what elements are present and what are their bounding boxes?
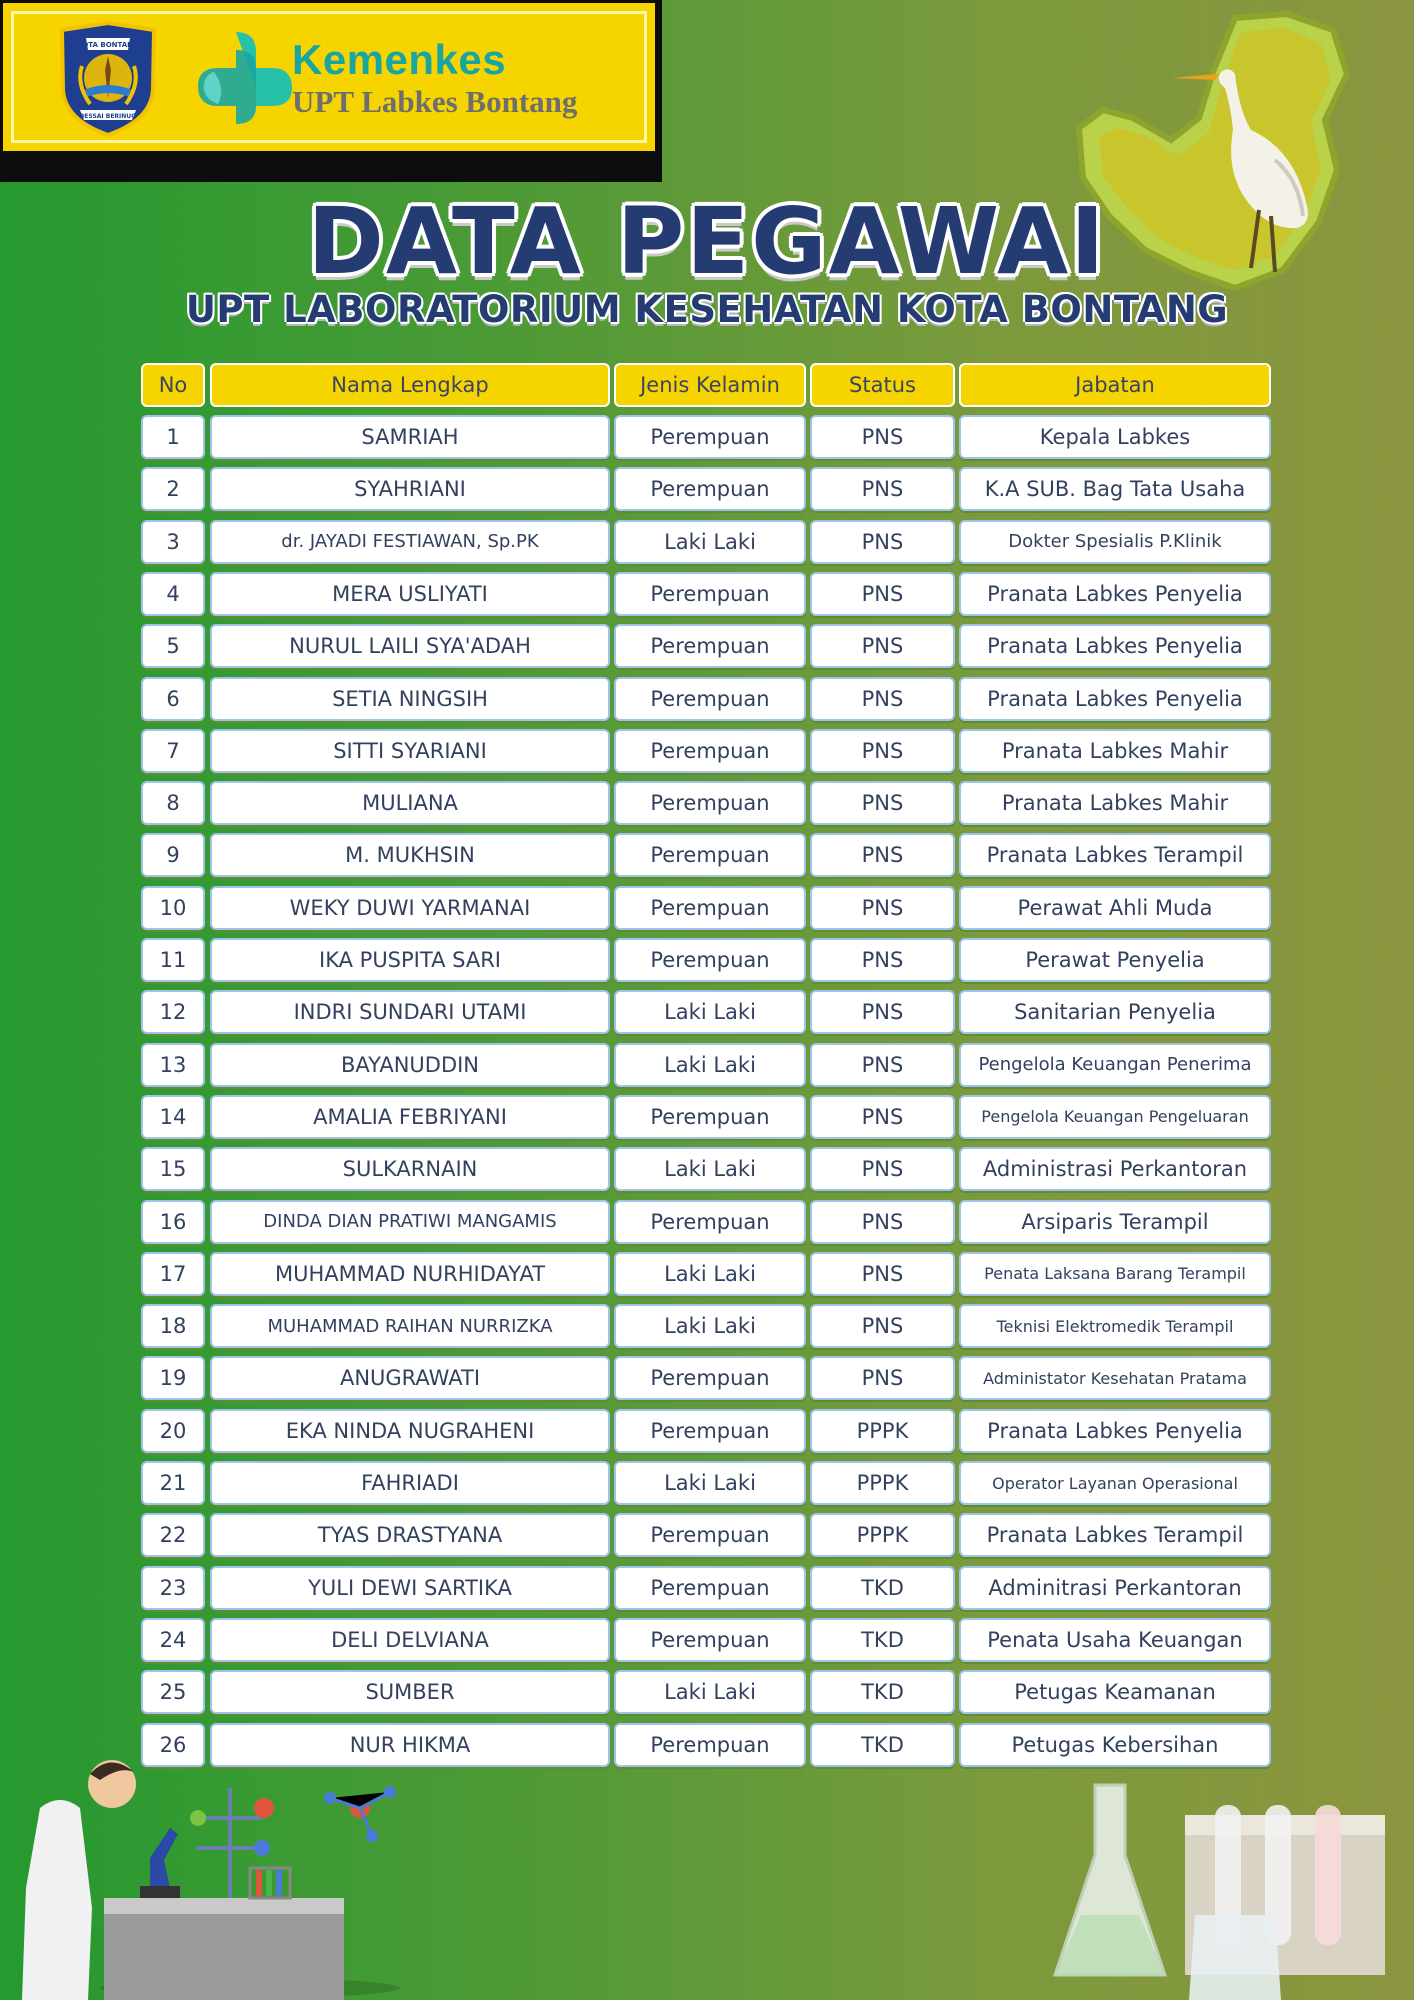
cell-status: PPPK (810, 1409, 955, 1453)
cell-jabatan: K.A SUB. Bag Tata Usaha (959, 467, 1271, 511)
cell-status: PNS (810, 624, 955, 668)
table-row (141, 1618, 1271, 1662)
cell-no: 2 (141, 467, 205, 511)
table-row (141, 1409, 1271, 1453)
cell-nama: ANUGRAWATI (210, 1356, 610, 1400)
cell-jabatan: Penata Laksana Barang Terampil (959, 1252, 1271, 1296)
table-row (141, 1461, 1271, 1505)
cell-nama: INDRI SUNDARI UTAMI (210, 990, 610, 1034)
table-row (141, 1356, 1271, 1400)
cell-jenis-kelamin: Perempuan (614, 1409, 806, 1453)
cell-jabatan: Pengelola Keuangan Penerima (959, 1043, 1271, 1087)
cell-jenis-kelamin: Perempuan (614, 833, 806, 877)
table-row (141, 1200, 1271, 1244)
cell-no: 5 (141, 624, 205, 668)
cell-status: PNS (810, 572, 955, 616)
cell-nama: SYAHRIANI (210, 467, 610, 511)
cell-jabatan: Pranata Labkes Penyelia (959, 1409, 1271, 1453)
cell-no: 10 (141, 886, 205, 930)
cell-nama: TYAS DRASTYANA (210, 1513, 610, 1557)
cell-nama: MUHAMMAD NURHIDAYAT (210, 1252, 610, 1296)
table-row (141, 415, 1271, 459)
cell-status: PNS (810, 1200, 955, 1244)
cell-jabatan: Adminitrasi Perkantoran (959, 1566, 1271, 1610)
cell-jenis-kelamin: Perempuan (614, 1095, 806, 1139)
table-row (141, 729, 1271, 773)
lab-glassware-icon (1045, 1775, 1414, 2000)
cell-no: 18 (141, 1304, 205, 1348)
table-header-row (141, 363, 1271, 407)
cell-jabatan: Pranata Labkes Mahir (959, 729, 1271, 773)
cell-jenis-kelamin: Perempuan (614, 467, 806, 511)
table-row (141, 781, 1271, 825)
table-row (141, 624, 1271, 668)
cell-status: PPPK (810, 1513, 955, 1557)
table-row (141, 677, 1271, 721)
cell-status: PNS (810, 1043, 955, 1087)
cell-nama: SULKARNAIN (210, 1147, 610, 1191)
cell-nama: AMALIA FEBRIYANI (210, 1095, 610, 1139)
cell-status: PNS (810, 781, 955, 825)
cell-status: TKD (810, 1670, 955, 1714)
header-nama: Nama Lengkap (210, 363, 610, 407)
table-row (141, 1147, 1271, 1191)
cell-status: PNS (810, 886, 955, 930)
cell-jenis-kelamin: Laki Laki (614, 520, 806, 564)
cell-no: 19 (141, 1356, 205, 1400)
cell-status: TKD (810, 1618, 955, 1662)
cell-nama: dr. JAYADI FESTIAWAN, Sp.PK (210, 520, 610, 564)
cell-status: PPPK (810, 1461, 955, 1505)
cell-no: 13 (141, 1043, 205, 1087)
table-row (141, 1566, 1271, 1610)
cell-jabatan: Petugas Kebersihan (959, 1723, 1271, 1767)
cell-jabatan: Perawat Ahli Muda (959, 886, 1271, 930)
cell-jenis-kelamin: Laki Laki (614, 1304, 806, 1348)
cell-no: 11 (141, 938, 205, 982)
cell-nama: SITTI SYARIANI (210, 729, 610, 773)
cell-no: 20 (141, 1409, 205, 1453)
cell-no: 24 (141, 1618, 205, 1662)
table-row (141, 833, 1271, 877)
cell-nama: M. MUKHSIN (210, 833, 610, 877)
cell-jabatan: Perawat Penyelia (959, 938, 1271, 982)
cell-status: PNS (810, 1095, 955, 1139)
table-row (141, 1043, 1271, 1087)
cell-jenis-kelamin: Laki Laki (614, 1461, 806, 1505)
cell-jenis-kelamin: Perempuan (614, 938, 806, 982)
cell-jenis-kelamin: Perempuan (614, 1356, 806, 1400)
cell-no: 6 (141, 677, 205, 721)
cell-nama: NURUL LAILI SYA'ADAH (210, 624, 610, 668)
cell-jabatan: Pranata Labkes Mahir (959, 781, 1271, 825)
cell-jabatan: Pranata Labkes Terampil (959, 833, 1271, 877)
cell-status: PNS (810, 1356, 955, 1400)
cell-jenis-kelamin: Perempuan (614, 415, 806, 459)
cell-no: 22 (141, 1513, 205, 1557)
cell-status: PNS (810, 467, 955, 511)
table-row (141, 1304, 1271, 1348)
cell-no: 12 (141, 990, 205, 1034)
cell-no: 4 (141, 572, 205, 616)
cell-jabatan: Penata Usaha Keuangan (959, 1618, 1271, 1662)
cell-status: PNS (810, 1252, 955, 1296)
cell-status: TKD (810, 1566, 955, 1610)
cell-jabatan: Arsiparis Terampil (959, 1200, 1271, 1244)
cell-nama: DELI DELVIANA (210, 1618, 610, 1662)
cell-jenis-kelamin: Laki Laki (614, 1252, 806, 1296)
cell-nama: EKA NINDA NUGRAHENI (210, 1409, 610, 1453)
cell-status: PNS (810, 938, 955, 982)
cell-nama: YULI DEWI SARTIKA (210, 1566, 610, 1610)
cell-no: 3 (141, 520, 205, 564)
cell-jabatan: Kepala Labkes (959, 415, 1271, 459)
kemenkes-logo-icon (196, 28, 296, 128)
cell-no: 26 (141, 1723, 205, 1767)
cell-jenis-kelamin: Perempuan (614, 1618, 806, 1662)
cell-status: PNS (810, 1304, 955, 1348)
cell-jenis-kelamin: Perempuan (614, 886, 806, 930)
cell-status: PNS (810, 1147, 955, 1191)
cell-jenis-kelamin: Laki Laki (614, 990, 806, 1034)
cell-jenis-kelamin: Perempuan (614, 1200, 806, 1244)
cell-status: PNS (810, 677, 955, 721)
cell-nama: WEKY DUWI YARMANAI (210, 886, 610, 930)
cell-jabatan: Pranata Labkes Penyelia (959, 572, 1271, 616)
cell-jabatan: Dokter Spesialis P.Klinik (959, 520, 1271, 564)
cell-jabatan: Operator Layanan Operasional (959, 1461, 1271, 1505)
table-row (141, 1095, 1271, 1139)
cell-jenis-kelamin: Perempuan (614, 677, 806, 721)
cell-nama: SUMBER (210, 1670, 610, 1714)
cell-status: PNS (810, 415, 955, 459)
cell-no: 15 (141, 1147, 205, 1191)
cell-status: PNS (810, 833, 955, 877)
cell-no: 23 (141, 1566, 205, 1610)
cell-jenis-kelamin: Perempuan (614, 1513, 806, 1557)
cell-jabatan: Pengelola Keuangan Pengeluaran (959, 1095, 1271, 1139)
cell-jenis-kelamin: Laki Laki (614, 1147, 806, 1191)
table-row (141, 467, 1271, 511)
cell-nama: SETIA NINGSIH (210, 677, 610, 721)
cell-jabatan: Pranata Labkes Penyelia (959, 677, 1271, 721)
cell-jenis-kelamin: Perempuan (614, 1723, 806, 1767)
cell-no: 21 (141, 1461, 205, 1505)
cell-no: 1 (141, 415, 205, 459)
table-row (141, 938, 1271, 982)
header-no: No (141, 363, 205, 407)
scientist-microscope-icon (0, 1748, 420, 2000)
cell-nama: SAMRIAH (210, 415, 610, 459)
table-row (141, 1670, 1271, 1714)
cell-jenis-kelamin: Perempuan (614, 572, 806, 616)
cell-jabatan: Administrasi Perkantoran (959, 1147, 1271, 1191)
cell-jenis-kelamin: Perempuan (614, 781, 806, 825)
cell-jabatan: Administator Kesehatan Pratama (959, 1356, 1271, 1400)
cell-no: 16 (141, 1200, 205, 1244)
cell-jenis-kelamin: Laki Laki (614, 1670, 806, 1714)
cell-status: PNS (810, 729, 955, 773)
cell-no: 7 (141, 729, 205, 773)
table-row (141, 990, 1271, 1034)
header-jabatan: Jabatan (959, 363, 1271, 407)
cell-nama: FAHRIADI (210, 1461, 610, 1505)
cell-jabatan: Sanitarian Penyelia (959, 990, 1271, 1034)
cell-jabatan: Pranata Labkes Penyelia (959, 624, 1271, 668)
cell-jabatan: Pranata Labkes Terampil (959, 1513, 1271, 1557)
table-row (141, 886, 1271, 930)
cell-jenis-kelamin: Laki Laki (614, 1043, 806, 1087)
cell-jenis-kelamin: Perempuan (614, 729, 806, 773)
cell-status: PNS (810, 990, 955, 1034)
crest-bottom-text: BESSAI BERINUQ (79, 113, 137, 120)
cell-jabatan: Petugas Keamanan (959, 1670, 1271, 1714)
brand-name: Kemenkes (292, 36, 507, 83)
cell-no: 17 (141, 1252, 205, 1296)
cell-no: 9 (141, 833, 205, 877)
cell-jabatan: Teknisi Elektromedik Terampil (959, 1304, 1271, 1348)
cell-nama: MUHAMMAD RAIHAN NURRIZKA (210, 1304, 610, 1348)
cell-no: 8 (141, 781, 205, 825)
cell-nama: BAYANUDDIN (210, 1043, 610, 1087)
cell-status: PNS (810, 520, 955, 564)
kota-bontang-crest-icon (56, 20, 160, 138)
cell-no: 14 (141, 1095, 205, 1139)
page-subtitle: UPT LABORATORIUM KESEHATAN KOTA BONTANG (185, 288, 1229, 331)
cell-jenis-kelamin: Perempuan (614, 624, 806, 668)
page-title: DATA PEGAWAI (307, 188, 1107, 295)
cell-no: 25 (141, 1670, 205, 1714)
header-jenis-kelamin: Jenis Kelamin (614, 363, 806, 407)
brand-subtitle: UPT Labkes Bontang (292, 84, 578, 119)
table-row (141, 1513, 1271, 1557)
table-row (141, 572, 1271, 616)
table-row (141, 1252, 1271, 1296)
cell-nama: IKA PUSPITA SARI (210, 938, 610, 982)
table-row (141, 520, 1271, 564)
cell-nama: NUR HIKMA (210, 1723, 610, 1767)
header-status: Status (810, 363, 955, 407)
cell-nama: DINDA DIAN PRATIWI MANGAMIS (210, 1200, 610, 1244)
cell-jenis-kelamin: Perempuan (614, 1566, 806, 1610)
cell-nama: MULIANA (210, 781, 610, 825)
cell-nama: MERA USLIYATI (210, 572, 610, 616)
cell-status: TKD (810, 1723, 955, 1767)
crest-top-text: KOTA BONTANG (77, 41, 139, 49)
